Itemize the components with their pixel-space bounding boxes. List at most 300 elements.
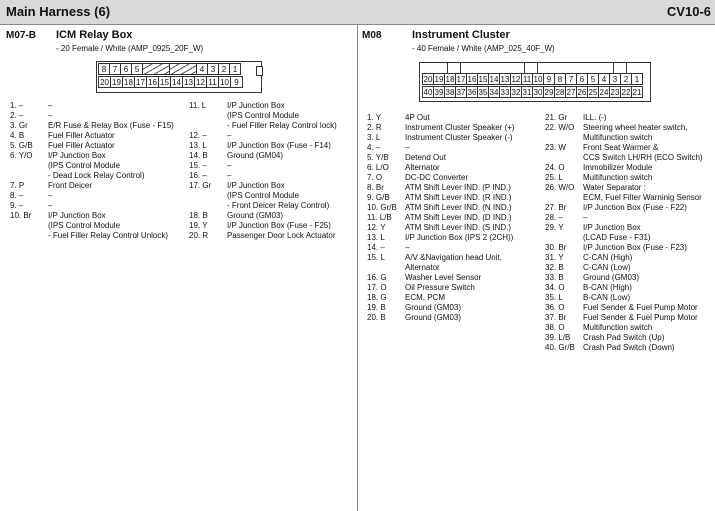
pin-cell: 16 <box>467 75 477 84</box>
pin-description: (IPS Control Module <box>48 161 121 170</box>
pin-description: Multifunction switch <box>583 173 653 182</box>
left-connector-name: ICM Relay Box <box>56 29 133 41</box>
pin-cell: 7 <box>109 63 121 75</box>
pin-row <box>545 263 703 273</box>
connector-key <box>524 62 538 73</box>
pin-number: 6. Y/O <box>10 151 33 160</box>
pin-cell: 20 <box>423 75 433 84</box>
pin-number: 27. Br <box>545 203 567 212</box>
pin-description: Ground (GM03) <box>583 273 640 282</box>
pin-row <box>545 203 703 213</box>
pin-row-cells <box>423 87 643 98</box>
pin-description: E/R Fuse & Relay Box (Fuse - F15) <box>48 121 174 130</box>
pin-number: 1. Y <box>367 113 382 122</box>
pin-row <box>367 243 515 253</box>
pin-number <box>545 133 583 143</box>
pin-description: (LCAD Fuse - F31) <box>583 233 651 242</box>
pin-description: Crash Pad Switch (Down) <box>583 343 675 352</box>
pin-description: Oil Pressure Switch <box>405 283 475 292</box>
pin-number <box>10 171 48 181</box>
pin-number <box>189 191 227 201</box>
pin-description: I/P Junction Box <box>227 181 285 190</box>
pin-number: 20. R <box>189 231 209 240</box>
pin-number <box>10 161 48 171</box>
pin-cell: 4 <box>196 63 208 75</box>
pin-description: Ground (GM03) <box>227 211 284 220</box>
pin-description: Washer Level Sensor <box>405 273 482 282</box>
pin-number: 1. – <box>10 101 24 110</box>
pin-description: Front Deicer <box>48 181 93 190</box>
pin-cell: 6 <box>120 63 132 75</box>
pin-number <box>189 121 227 131</box>
pin-number: 4. B <box>10 131 25 140</box>
pin-number: 23. W <box>545 143 566 152</box>
pin-row <box>189 211 337 221</box>
pin-number <box>189 111 227 121</box>
pin-number: 13. L <box>367 233 385 242</box>
pin-cell: 31 <box>522 88 532 97</box>
pin-row-cells <box>99 64 241 75</box>
pin-number: 8. Br <box>367 183 384 192</box>
pin-number: 13. L <box>189 141 207 150</box>
pin-row <box>545 313 703 323</box>
pin-number: 4. – <box>367 143 381 152</box>
left-pin-list-1 <box>10 101 174 241</box>
pin-row <box>189 171 337 181</box>
pin-cell: 16 <box>146 76 159 88</box>
pin-cell: 27 <box>566 88 576 97</box>
pin-description: (IPS Control Module <box>227 111 300 120</box>
pin-description: Ground (GM03) <box>405 313 462 322</box>
pin-row <box>545 283 703 293</box>
pin-cell: 39 <box>434 88 444 97</box>
pin-description: I/P Junction Box <box>48 211 106 220</box>
pin-number: 21. Gr <box>545 113 568 122</box>
pin-cell: 4 <box>598 73 610 85</box>
pin-description: I/P Junction Box (Fuse - F22) <box>583 203 687 212</box>
pin-number: 37. Br <box>545 313 567 322</box>
pin-number <box>545 193 583 203</box>
pin-description: – <box>227 131 232 140</box>
pin-description: ATM Shift Lever IND. (R IND.) <box>405 193 512 202</box>
connector-key <box>613 62 627 73</box>
pin-cell: 1 <box>229 63 241 75</box>
pin-description: Alternator <box>405 263 440 272</box>
pin-cell <box>169 63 197 75</box>
pin-row <box>367 133 515 143</box>
pin-row <box>10 231 174 241</box>
page-header <box>0 0 715 25</box>
pin-description: Instrument Cluster Speaker (+) <box>405 123 515 132</box>
left-connector-desc: - 20 Female / White (AMP_0925_20F_W) <box>56 44 204 53</box>
pin-cell: 34 <box>489 88 499 97</box>
pin-cell: 17 <box>134 76 147 88</box>
pin-row <box>10 221 174 231</box>
pin-number: 25. L <box>545 173 563 182</box>
pin-description: Multifunction switch <box>583 323 653 332</box>
right-connector-id: M08 <box>362 30 382 41</box>
pin-row <box>367 263 515 273</box>
pin-row <box>545 163 703 173</box>
pin-number: 38. O <box>545 323 565 332</box>
pin-cell: 10 <box>533 75 543 84</box>
page-title: Main Harness (6) <box>6 4 111 19</box>
pin-cell: 2 <box>620 73 632 85</box>
pin-description: Ground (GM04) <box>227 151 284 160</box>
pin-row <box>545 343 703 353</box>
pin-cell: 23 <box>610 88 620 97</box>
pin-description: C-CAN (High) <box>583 253 633 262</box>
pin-description: Multifunction switch <box>583 133 653 142</box>
pin-description: I/P Junction Box <box>227 101 285 110</box>
pin-cell: 13 <box>500 75 510 84</box>
pin-row <box>367 113 515 123</box>
pin-row <box>189 201 337 211</box>
pin-description: (IPS Control Module <box>48 221 121 230</box>
pin-row <box>367 233 515 243</box>
pin-cell: 37 <box>456 88 466 97</box>
pin-cell: 10 <box>218 76 231 88</box>
pin-row <box>545 173 703 183</box>
pin-description: ECM, PCM <box>405 293 445 302</box>
pin-description: A/V &Navigation head Unit, <box>405 253 502 262</box>
pin-number: 36. O <box>545 303 565 312</box>
pin-cell: 20 <box>98 76 111 88</box>
pin-description: ECM, Fuel Filter Warninig Sensor <box>583 193 702 202</box>
pin-number: 31. Y <box>545 253 564 262</box>
pin-description: Alternator <box>405 163 440 172</box>
pin-description: Front Seat Warmer & <box>583 143 659 152</box>
pin-row <box>545 193 703 203</box>
pin-row <box>367 173 515 183</box>
pin-number: 18. G <box>367 293 387 302</box>
pin-number: 14. B <box>189 151 208 160</box>
pin-row <box>189 161 337 171</box>
pin-row <box>10 171 174 181</box>
pin-number: 26. W/O <box>545 183 575 192</box>
pin-number: 16. – <box>189 171 207 180</box>
right-pin-list-2 <box>545 113 703 353</box>
pin-row <box>545 273 703 283</box>
pin-description: Fuel Filler Actuator <box>48 131 115 140</box>
pin-row <box>367 123 515 133</box>
pin-row <box>367 153 515 163</box>
pin-cell: 18 <box>122 76 135 88</box>
pin-description: ATM Shift Lever IND. (S IND.) <box>405 223 512 232</box>
pin-row <box>367 203 515 213</box>
pin-number: 32. B <box>545 263 564 272</box>
pin-description: Water Separator : <box>583 183 646 192</box>
pin-cell: 15 <box>478 75 488 84</box>
pin-row <box>545 183 703 193</box>
pin-cell: 22 <box>621 88 631 97</box>
pin-description: ATM Shift Lever IND. (D IND.) <box>405 213 512 222</box>
left-pin-list-2 <box>189 101 337 241</box>
pin-description: ILL. (-) <box>583 113 607 122</box>
pin-number: 16. G <box>367 273 387 282</box>
pin-cell: 19 <box>110 76 123 88</box>
pin-description: Instrument Cluster Speaker (-) <box>405 133 513 142</box>
pin-row <box>367 293 515 303</box>
pin-number: 5. Y/B <box>367 153 389 162</box>
pin-cell: 5 <box>131 63 143 75</box>
pin-row <box>10 151 174 161</box>
pin-number: 3. L <box>367 133 381 142</box>
pin-cell: 24 <box>599 88 609 97</box>
pin-row <box>10 161 174 171</box>
pin-row <box>10 141 174 151</box>
pin-number: 28. – <box>545 213 563 222</box>
pin-description: I/P Junction Box (Fuse - F23) <box>583 243 687 252</box>
pin-cell: 35 <box>478 88 488 97</box>
pin-cell: 5 <box>587 73 599 85</box>
pin-row <box>545 303 703 313</box>
pin-cell: 21 <box>632 88 642 97</box>
pin-row <box>545 333 703 343</box>
pin-cell: 8 <box>554 73 566 85</box>
pin-row <box>10 111 174 121</box>
connector-latch <box>256 66 263 76</box>
pin-cell: 26 <box>577 88 587 97</box>
pin-row <box>189 231 337 241</box>
pin-row <box>367 303 515 313</box>
pin-cell: 14 <box>170 76 183 88</box>
pin-description: 4P Out <box>405 113 430 122</box>
pin-row <box>189 181 337 191</box>
pin-row <box>10 201 174 211</box>
pin-description: - Front Deicer Relay Control) <box>227 201 330 210</box>
pin-row <box>545 143 703 153</box>
pin-description: – <box>227 161 232 170</box>
pin-number: 2. – <box>10 111 24 120</box>
pin-number: 19. Y <box>189 221 208 230</box>
pin-number: 33. B <box>545 273 564 282</box>
pin-row <box>545 253 703 263</box>
pin-description: – <box>583 213 588 222</box>
pin-number: 12. Y <box>367 223 386 232</box>
pin-row <box>545 243 703 253</box>
pin-number: 18. B <box>189 211 208 220</box>
pin-number: 34. O <box>545 283 565 292</box>
pin-number: 11. L/B <box>367 213 392 222</box>
pin-number: 15. L <box>367 253 385 262</box>
pin-cell: 3 <box>609 73 621 85</box>
pin-number: 10. Gr/B <box>367 203 397 212</box>
pin-description: Steering wheel heater switch, <box>583 123 688 132</box>
pin-number: 40. Gr/B <box>545 343 575 352</box>
pin-number: 7. P <box>10 181 25 190</box>
pin-row <box>10 131 174 141</box>
pin-row <box>189 131 337 141</box>
pin-cell: 28 <box>555 88 565 97</box>
pin-cell: 38 <box>445 88 455 97</box>
pin-description: I/P Junction Box <box>583 223 641 232</box>
pin-cell: 19 <box>434 75 444 84</box>
pin-description: C-CAN (Low) <box>583 263 631 272</box>
pin-number: 12. – <box>189 131 207 140</box>
pin-number: 3. Gr <box>10 121 28 130</box>
column-divider <box>357 25 358 511</box>
pin-cell: 2 <box>218 63 230 75</box>
pin-cell: 12 <box>194 76 207 88</box>
pin-row <box>367 273 515 283</box>
pin-row <box>545 323 703 333</box>
pin-description: - Dead Lock Relay Control) <box>48 171 145 180</box>
pin-number <box>189 201 227 211</box>
connector-key <box>447 62 461 73</box>
right-connector-desc: - 40 Female / White (AMP_025_40F_W) <box>412 44 555 53</box>
pin-number: 30. Br <box>545 243 567 252</box>
pin-number: 17. Gr <box>189 181 212 190</box>
pin-description: B-CAN (High) <box>583 283 632 292</box>
right-pin-list-1 <box>367 113 515 323</box>
pin-row <box>10 101 174 111</box>
pin-row <box>545 133 703 143</box>
pin-number <box>545 153 583 163</box>
pin-cell: 14 <box>489 75 499 84</box>
pin-cell: 32 <box>511 88 521 97</box>
pin-number: 29. Y <box>545 223 564 232</box>
pin-row <box>10 181 174 191</box>
pin-description: – <box>405 243 410 252</box>
pin-number: 20. B <box>367 313 386 322</box>
pin-cell: 29 <box>544 88 554 97</box>
pin-description: Immobilizer Module <box>583 163 653 172</box>
pin-number: 10. Br <box>10 211 32 220</box>
pin-row <box>189 141 337 151</box>
pin-row <box>545 123 703 133</box>
pin-description: B-CAN (Low) <box>583 293 631 302</box>
pin-row <box>10 191 174 201</box>
pin-cell: 6 <box>576 73 588 85</box>
pin-cell: 11 <box>522 75 532 84</box>
pin-description: – <box>405 143 410 152</box>
pin-row-cells <box>99 77 243 88</box>
pin-row <box>367 143 515 153</box>
pin-row <box>545 213 703 223</box>
pin-row <box>367 223 515 233</box>
pin-description: – <box>48 201 53 210</box>
pin-row <box>189 101 337 111</box>
pin-cell: 9 <box>543 73 555 85</box>
pin-cell: 1 <box>631 73 643 85</box>
pin-description: ATM Shift Lever IND. (P IND.) <box>405 183 511 192</box>
pin-row <box>367 313 515 323</box>
pin-number: 11. L <box>189 101 207 110</box>
pin-description: Fuel Sender & Fuel Pump Motor <box>583 303 698 312</box>
pin-row <box>545 293 703 303</box>
pin-row <box>367 213 515 223</box>
pin-cell <box>142 63 170 75</box>
pin-description: – <box>227 171 232 180</box>
pin-cell: 33 <box>500 88 510 97</box>
pin-number: 19. B <box>367 303 386 312</box>
pin-description: – <box>48 111 53 120</box>
pin-description: Fuel Sender & Fuel Pump Motor <box>583 313 698 322</box>
pin-row <box>545 113 703 123</box>
pin-description: I/P Junction Box (Fuse - F14) <box>227 141 331 150</box>
pin-number: 9. G/B <box>367 193 390 202</box>
pin-description: - Fuel Filler Relay Control Unlock) <box>48 231 169 240</box>
pin-row <box>189 111 337 121</box>
pin-row <box>545 233 703 243</box>
pin-cell: 25 <box>588 88 598 97</box>
pin-cell: 36 <box>467 88 477 97</box>
pin-row <box>10 121 174 131</box>
pin-description: Ground (GM03) <box>405 303 462 312</box>
pin-cell: 12 <box>511 75 521 84</box>
pin-description: ATM Shift Lever IND. (N IND.) <box>405 203 512 212</box>
pin-description: Fuel Filler Actuator <box>48 141 115 150</box>
pin-description: I/P Junction Box (IPS 2 (2CH)) <box>405 233 514 242</box>
pin-description: Passenger Door Lock Actuator <box>227 231 336 240</box>
pin-description: Crash Pad Switch (Up) <box>583 333 665 342</box>
pin-description: CCS Switch LH/RH (ECO Switch) <box>583 153 703 162</box>
pin-cell: 8 <box>98 63 110 75</box>
pin-row <box>189 151 337 161</box>
pin-number: 7. O <box>367 173 383 182</box>
pin-row <box>545 153 703 163</box>
pin-number: 22. W/O <box>545 123 575 132</box>
pin-description: (IPS Control Module <box>227 191 300 200</box>
left-connector-id: M07-B <box>6 30 37 41</box>
pin-description: - Fuel Filler Relay Control lock) <box>227 121 337 130</box>
pin-cell: 3 <box>207 63 219 75</box>
pin-row-cells <box>423 74 643 85</box>
pin-cell: 30 <box>533 88 543 97</box>
pin-number: 6. L/O <box>367 163 389 172</box>
pin-description: DC-DC Converter <box>405 173 469 182</box>
pin-cell: 11 <box>206 76 219 88</box>
pin-number: 39. L/B <box>545 333 571 342</box>
pin-description: – <box>48 101 53 110</box>
pin-row <box>367 283 515 293</box>
pin-number <box>367 263 405 273</box>
pin-number: 24. O <box>545 163 565 172</box>
page-code: CV10-6 <box>666 4 711 19</box>
pin-row <box>367 163 515 173</box>
pin-row <box>189 221 337 231</box>
pin-row <box>189 121 337 131</box>
pin-number: 8. – <box>10 191 24 200</box>
pin-number: 9. – <box>10 201 24 210</box>
pin-row <box>189 191 337 201</box>
pin-number: 15. – <box>189 161 207 170</box>
pin-cell: 40 <box>423 88 433 97</box>
right-connector-name: Instrument Cluster <box>412 29 510 41</box>
pin-number <box>10 221 48 231</box>
pin-description: Detend Out <box>405 153 446 162</box>
pin-number: 2. R <box>367 123 382 132</box>
pin-description: I/P Junction Box <box>48 151 106 160</box>
pin-cell: 7 <box>565 73 577 85</box>
pin-row <box>10 211 174 221</box>
pin-number <box>545 233 583 243</box>
pin-row <box>367 193 515 203</box>
pin-row <box>367 183 515 193</box>
pin-description: I/P Junction Box (Fuse - F25) <box>227 221 331 230</box>
pin-cell: 9 <box>230 76 243 88</box>
pin-number: 14. – <box>367 243 385 252</box>
pin-cell: 13 <box>182 76 195 88</box>
pin-row <box>367 253 515 263</box>
pin-cell: 17 <box>456 75 466 84</box>
pin-number: 35. L <box>545 293 563 302</box>
pin-description: – <box>48 191 53 200</box>
pin-row <box>545 223 703 233</box>
pin-number: 5. G/B <box>10 141 33 150</box>
pin-number <box>10 231 48 241</box>
